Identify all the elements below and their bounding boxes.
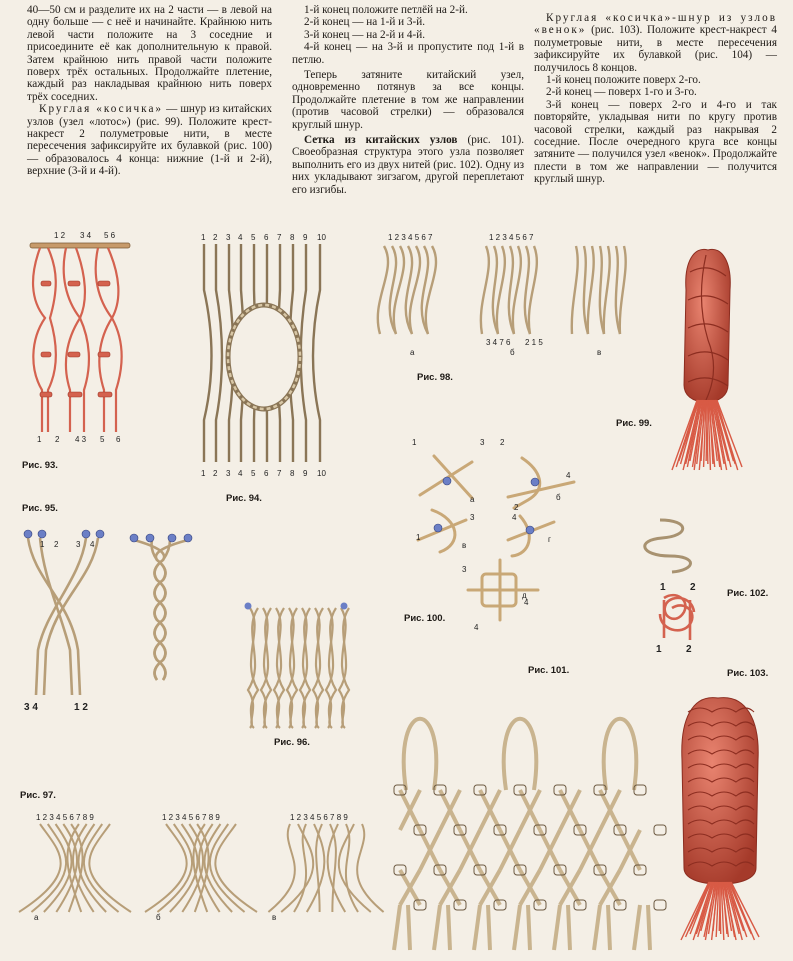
svg-text:1: 1 bbox=[40, 540, 45, 549]
svg-text:4: 4 bbox=[90, 540, 95, 549]
figure-96-net bbox=[245, 603, 350, 729]
svg-text:4: 4 bbox=[566, 471, 571, 480]
svg-text:д: д bbox=[522, 591, 527, 600]
svg-text:3: 3 bbox=[76, 540, 81, 549]
fig94-bottom-number: 5 bbox=[251, 469, 256, 478]
fig94-top-number: 9 bbox=[303, 233, 308, 242]
paragraph: 40—50 см и разделите их на 2 части — в левой на одну больше — с неё и начинайте. Крайнюю нить левой части положите на 3 соседние и присоедините её как дополнительную к правой. Затем крайнюю нить правой части положите поверх трёх остальных. Продолжайте плетение, каждый раз накладывая крайнюю нить поверх трёх соседних. bbox=[27, 4, 272, 103]
svg-text:1: 1 bbox=[660, 582, 666, 593]
svg-text:а: а bbox=[470, 495, 475, 504]
svg-text:3: 3 bbox=[480, 438, 485, 447]
fig94-bottom-number: 2 bbox=[213, 469, 218, 478]
svg-text:1: 1 bbox=[412, 438, 417, 447]
caption-fig-98: Рис. 98. bbox=[417, 372, 453, 383]
fig94-bottom-number: 10 bbox=[317, 469, 326, 478]
fig94-top-number: 8 bbox=[290, 233, 295, 242]
figure-103-red-cord bbox=[681, 698, 759, 940]
step-line: 1-й конец положите поверх 2-го. bbox=[546, 74, 701, 87]
step-line: 2-й конец — на 1-й и 3-й. bbox=[304, 16, 426, 29]
caption-fig-102: Рис. 102. bbox=[727, 588, 769, 599]
paragraph: Сетка из китайских узлов (рис. 101). Своеобразная структура этого узла позволяет выполнить его из двух нитей (рис. 102). Одну из них укладывают зигзагом, другой переплетают его изгибы. bbox=[292, 134, 524, 196]
fig94-top-number: 6 bbox=[264, 233, 269, 242]
svg-text:4: 4 bbox=[474, 623, 479, 632]
svg-text:4 3: 4 3 bbox=[75, 435, 87, 444]
fig94-bottom-number: 1 bbox=[201, 469, 206, 478]
fig94-top-number: 5 bbox=[251, 233, 256, 242]
caption-fig-93: Рис. 93. bbox=[22, 460, 58, 471]
fig94-top-number: 10 bbox=[317, 233, 326, 242]
step-line: 1-й конец положите петлёй на 2-й. bbox=[304, 4, 468, 16]
fig94-top-number: 3 bbox=[226, 233, 231, 242]
svg-text:4: 4 bbox=[524, 598, 529, 607]
step-line: 4-й конец — на 3-й и пропустите под 1-й в петлю. bbox=[292, 41, 524, 66]
svg-text:2: 2 bbox=[500, 438, 505, 447]
svg-text:2: 2 bbox=[54, 540, 59, 549]
svg-text:1 2 3 4 5 6 7: 1 2 3 4 5 6 7 bbox=[388, 233, 433, 242]
svg-text:1: 1 bbox=[37, 435, 42, 444]
svg-text:3: 3 bbox=[470, 513, 475, 522]
svg-text:1: 1 bbox=[656, 644, 662, 655]
step-line: 3-й конец — поверх 2-го и 4-го и так повторяйте, укладывая нити по кругу против часовой стрелки, каждый раз накрывая 2 соседние. После очередного круга все концы затяните — получился узел «венок». Продолжайте плести в том же направлении — получится круглый шнур. bbox=[534, 98, 777, 186]
figure-94-frame-knots bbox=[201, 233, 326, 478]
svg-text:б: б bbox=[556, 493, 561, 502]
svg-text:1: 1 bbox=[416, 533, 421, 542]
svg-text:а: а bbox=[410, 348, 415, 357]
fig94-bottom-number: 9 bbox=[303, 469, 308, 478]
fig94-top-number: 7 bbox=[277, 233, 282, 242]
svg-text:1 2 3 4 5 6 7 8 9: 1 2 3 4 5 6 7 8 9 bbox=[36, 813, 94, 822]
svg-text:1 2 3 4 5 6 7 8 9: 1 2 3 4 5 6 7 8 9 bbox=[290, 813, 348, 822]
caption-fig-97: Рис. 97. bbox=[20, 790, 56, 801]
fig93-top-label-56: 5 6 bbox=[104, 231, 116, 240]
svg-text:2: 2 bbox=[514, 503, 519, 512]
figure-95-crossed-cords bbox=[24, 530, 104, 713]
fig94-bottom-number: 6 bbox=[264, 469, 269, 478]
figure-101-chinese-knot-net bbox=[394, 719, 666, 950]
caption-fig-99: Рис. 99. bbox=[616, 418, 652, 429]
svg-text:5: 5 bbox=[100, 435, 105, 444]
figure-99-red-cord bbox=[672, 249, 742, 470]
svg-text:3 4 7 6: 3 4 7 6 bbox=[486, 338, 511, 347]
fig94-top-number: 1 bbox=[201, 233, 206, 242]
fig94-top-number: 2 bbox=[213, 233, 218, 242]
paragraph: Круглая «косичка» — шнур из китайских узлов (узел «лотос») (рис. 99). Положите крест-накрест 2 полуметровые нити, в месте пересечения зафиксируйте их булавкой (рис. 100) — образовалось 4 конца: нижние (1-й и 2-й), верхние (3-й и 4-й). bbox=[27, 103, 273, 178]
svg-text:а: а bbox=[34, 913, 39, 922]
fig94-bottom-number: 7 bbox=[277, 469, 282, 478]
figure-100-chinese-knot-steps bbox=[412, 438, 574, 632]
paragraph: Теперь затяните китайский узел, одновременно потянув за все концы. Продолжайте плетение в том же направлении (против часовой стрелки) — образовался круглый шнур. bbox=[292, 69, 524, 131]
fig94-top-number: 4 bbox=[238, 233, 243, 242]
caption-fig-103: Рис. 103. bbox=[727, 668, 769, 679]
svg-text:б: б bbox=[510, 348, 515, 357]
svg-text:6: 6 bbox=[116, 435, 121, 444]
svg-text:1 2 3 4 5 6 7 8 9: 1 2 3 4 5 6 7 8 9 bbox=[162, 813, 220, 822]
svg-text:3 4: 3 4 bbox=[24, 702, 38, 713]
figure-97-fan-braids bbox=[19, 813, 384, 922]
svg-text:3: 3 bbox=[462, 565, 467, 574]
term: Круглая «косичка» bbox=[39, 103, 164, 116]
svg-text:г: г bbox=[548, 535, 551, 544]
svg-text:1 2: 1 2 bbox=[74, 702, 88, 713]
step-line: 2-й конец — поверх 1-го и 3-го. bbox=[546, 86, 697, 99]
fig93-top-label-12: 1 2 bbox=[54, 231, 66, 240]
svg-text:б: б bbox=[156, 913, 161, 922]
svg-text:1 2 3 4 5 6 7: 1 2 3 4 5 6 7 bbox=[489, 233, 534, 242]
caption-fig-101: Рис. 101. bbox=[528, 665, 570, 676]
caption-fig-94: Рис. 94. bbox=[226, 493, 262, 504]
figure-95-braid bbox=[130, 534, 192, 680]
term: Сетка из китайских узлов bbox=[304, 134, 458, 147]
fig93-top-label-34: 3 4 bbox=[80, 231, 92, 240]
term: Круглая «косичка»-шнур из узлов «венок» bbox=[534, 12, 777, 37]
svg-text:4: 4 bbox=[512, 513, 517, 522]
figure-98-flat-braids bbox=[378, 233, 626, 357]
svg-text:в: в bbox=[597, 348, 602, 357]
svg-text:2 1 5: 2 1 5 bbox=[525, 338, 543, 347]
svg-text:2: 2 bbox=[690, 582, 696, 593]
fig94-bottom-number: 4 bbox=[238, 469, 243, 478]
fig94-bottom-number: 3 bbox=[226, 469, 231, 478]
svg-text:2: 2 bbox=[55, 435, 60, 444]
figure-93-macrame bbox=[30, 231, 130, 444]
svg-text:в: в bbox=[462, 541, 467, 550]
fig94-bottom-number: 8 bbox=[290, 469, 295, 478]
svg-text:в: в bbox=[272, 913, 277, 922]
figure-102-zigzag bbox=[645, 520, 696, 655]
svg-text:2: 2 bbox=[686, 644, 692, 655]
caption-fig-96: Рис. 96. bbox=[274, 737, 310, 748]
caption-fig-100: Рис. 100. bbox=[404, 613, 446, 624]
paragraph: Круглая «косичка»-шнур из узлов «венок» (рис. 103). Положите крест-накрест 4 полуметровые нити, в месте пересечения зафиксируйте их булавкой (рис. 104) — получилось 8 концов. bbox=[534, 12, 777, 74]
caption-fig-95: Рис. 95. bbox=[22, 503, 58, 514]
step-line: 3-й конец — на 2-й и 4-й. bbox=[304, 28, 426, 41]
